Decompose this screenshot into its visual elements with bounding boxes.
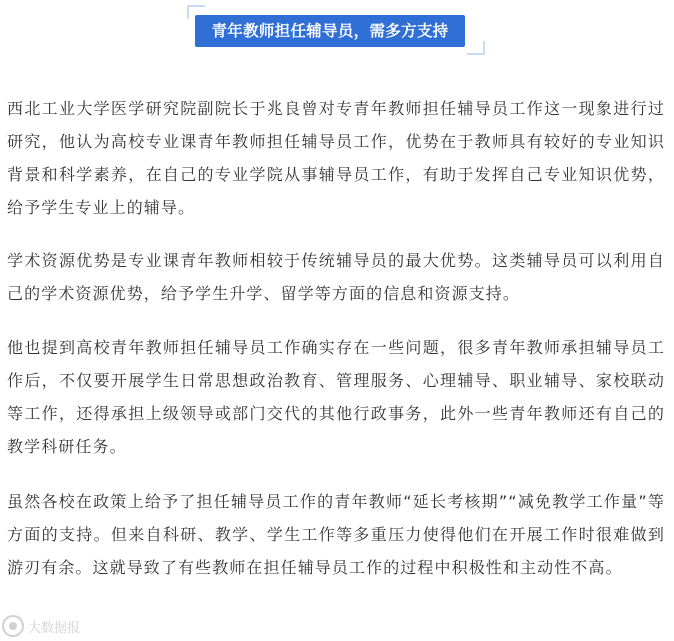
article-paragraph: 学术资源优势是专业课青年教师相较于传统辅导员的最大优势。这类辅导员可以利用自己的学术资源优势，给予学生升学、留学等方面的信息和资源支持。 [7, 251, 665, 303]
section-heading-title: 青年教师担任辅导员，需多方支持 [195, 15, 465, 47]
article-paragraph: 虽然各校在政策上给予了担任辅导员工作的青年教师“延长考核期”“减免教学工作量”等方面的支持。但来自科研、教学、学生工作等多重压力使得他们在开展工作时很难做到游刃有余。这就导致了有些教师在担任辅导员工作的过程中积极性和主动性不高。 [7, 492, 665, 577]
article-body [7, 92, 665, 584]
watermark [2, 614, 80, 638]
corner-bracket-bottom-right [467, 41, 485, 55]
section-heading [187, 5, 485, 55]
watermark-logo-icon [2, 615, 24, 637]
article-paragraph: 他也提到高校青年教师担任辅导员工作确实存在一些问题，很多青年教师承担辅导员工作后，不仅要开展学生日常思想政治教育、管理服务、心理辅导、职业辅导、家校联动等工作，还得承担上级领导或部门交代的其他行政事务，此外一些青年教师还有自己的教学科研任务。 [7, 338, 665, 456]
watermark-text: 大数据报 [28, 620, 81, 636]
article-paragraph: 西北工业大学医学研究院副院长于兆良曾对专青年教师担任辅导员工作这一现象进行过研究，他认为高校专业课青年教师担任辅导员工作，优势在于教师具有较好的专业知识背景和科学素养，在自己的专业学院从事辅导员工作，有助于发挥自己专业知识优势，给予学生专业上的辅导。 [7, 99, 665, 217]
